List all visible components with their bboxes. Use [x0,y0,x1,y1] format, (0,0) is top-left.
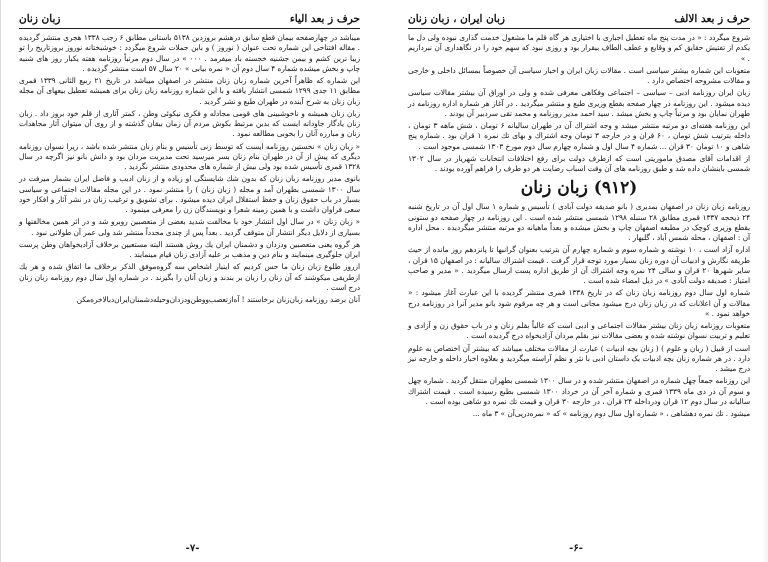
paragraph: روزنامه زبان زنان در اصفهان بمدیری ( بانو صدیقه دولت آبادی ) تأسیس و شماره ۱ سال اول آن در تاریخ شنبه ۲۴ ذیحجه ۱۳۳۷ قمری مطابق ۲۸ سنبله ۱۲۹۸ شمسی منتشر شده است . این روزنامه در چهار صفحه دو ستونی بقطع وزیری کوچک در مطبعه اصفهان چاپ و بخش میشده و بعداً ماهیانه دو مرتبه منتشر میگردیده . محل اداره آن : اصفهان ، محله شمس آباد ، گلبهار . [408,202,750,242]
entry-heading: (۹۱۲) زبان زنان [520,178,638,199]
header-letter: حرف ز بعد الالف [674,13,750,25]
paragraph: شماره اول سال دوم روزنامه زبان زنان که در تاریخ ۱۳۳۸ قمری منتشر گردیده با این عبارت آغاز میشود : « مقالات و آن اعلانات که در زبان زنان درج میشود مجانی است و هر چه مرقوم شود بانو مدیر آنرا در روزنامه درج خواهد نمود . » [408,288,750,318]
paragraph: است از قبیل ( زبان و علوم ) ( زنان بچه ادبیات ) عبارت از مقالات مختلف میباشد که بیشتر آن اختصاص به علوم دارد . در هر شماره زنان بچه ادبیات یک داستان ادبی با نثر و نظم آراسته میگردید و بعلاوه اخبار داخله و خارجه نیز درج میشد . [408,343,750,373]
header-title: زبان زنان [19,13,61,25]
paragraph: از اقدامات آقای مصدق ماموریتی است که ازطرف دولت برای رفع اختلافات انتخابات شهریار در سال ۱۳۰۲ شمسی باینشان داده شد و طبق روزنامه های آن وقت اسباب رضایت هر دو طرف را فراهم آورده بودند . [408,153,750,173]
paragraph: میباشد در چهارصفحه بیمان قطع سابق درهشم بروزدین ۵۱۳۸ باستانی مطابق ۶ رجب ۱۳۳۸ هجری منتشر گردیده . مقاله افتتاحی این شماره تحت عنوان ( نوروز ) و بابن جملات شروع میگردد : خوشبختانه نوروز بروزتاریخ را تو زیبا ترین کشم و بیمن جشنیه خجسته باد میفرمد . ۰۰۰ » در سال دوم مرتباً روزنامه هفته یکبار روز های شنبه چاپ و بخش میشده شماره ۴ سال دوم آن « نمره بیابی » ۲۰ سال ۵۷ است منتشر گردیده . [19,33,360,73]
paragraph: این روزنامه هفته‌ای دو مرتبه منتشر میشد و وجه اشتراك آن در طهران سالیانه ۶ تومان ، شش ماهه ۳ تومان ، داخله بترتیب شش تومان ، ۶۰ قران و در خارجه ۳ تومان وجه اشتراك و بهای تك نمره ۱ قران بود . شماره پنج شاهی و ۱۰ تومان ۳۰ قران ... شماره ۴ سال اول و شماره چهارم سال دوم مورخ ۱۳۰۳ شمسی موجود است . [408,121,751,151]
paragraph: آنان برضد روزنامه زبان‌زنان برخاستند ! آه‌ازتعصب‌ووطن‌ودزدان‌وحیله‌دشمنان‌ایران‌دبالاخره‌مکن [76,295,360,304]
paragraph: بانوی مدیر روزنامه زبان زنان که بدون شك شایستگی او زیاده و از زنان ادیب و فاضل ایران بشمار میرفت در سال ۱۳۰۰ شمسی بطهران آمد و مجله ( زبان زنان ) را منتشر نمود . در این مجله مقالات اجتماعی و سیاسی بسیار در باب حقوق زنان و حفظ استقلال ایران دیده میشود . برای تشویق و ترغیب زنان در نشر آثار و افکار خود سعی فراوان داشت و با همین زمینه شعرا و نویسندگان زن را معرفی مینمود . [19,174,360,214]
paragraph: هر گروه یعنی متعصبین ودزدان و دشمنان ایران یك روش هستند البته مستعبین برخلاف آزادیخواهان وطن پرست ایران جلوگیری مینمایند و بنام دین و مذهب بر علیه آزادی زنان قیام مینمایند . [19,239,360,259]
header-title: زبان ایران ، زبان زنان [408,13,505,25]
paragraph: متعوبات این شماره بیشتر سیاسی است . مقالات زبان ایران و اخبار سیاسی آن خصوصاً بمسائل داخلی و خارجی و مقالات مشروحه اختصاص دارد . [408,65,750,85]
running-head [408,12,750,29]
paragraph: اداره آزاد است ، ۱۰ نوشته و شماره سوم و شماره چهارم آن بترتیب بعنوان گرانبها تا پانزدهم روز مانده از حیث طریقه نگارش و ادبیات آن دوره زنان بسیار مورد توجه قرار گرفت . قیمت اشتراك سالیانه : در اصفهان ۱۵ قران ، سایر شهرها ۲۰ قران و سالی ۲۴ نمره وجه اشتراك آن از طریق اداره پست ارسال میگردید . « مدیر و صاحب امتیاز : صدیقه دولت آبادی » در ذیل امضاء شده است . [408,245,751,285]
body-text [408,202,750,419]
paragraph: زبان ایران روزنامه ادبی – سیاسی – اجتماعی وفکاهی معرفی شده و ولی در اوراق آن بیشتر مقالات سیاسی دیده میشود . این روزنامه در چهار صفحه بقطع وزیری طبع و منتشر میگردید . در آغاز هر شماره اداره روزنامه در طهران نمایان بود و مرتباً چاپ و بخش میشد . سید احمد مدیر روزنامه و محمد تقی سردبیر آن بودند . [408,88,750,118]
gutter-shadow [762,0,768,562]
paragraph: ازروز طلوع زبان زنان ما حس کردیم که اینبار اشخاص سه گروه‌موفق الذکر برخلاف ما اتفاق شده و هر یك ازطریقی میکوشند که آن زنان را زبان بر بندند و زبان آنان را بگیرند . در شماره اول سال دوم روزنامه زبان زنان درج است . [19,262,360,292]
left-page [384,0,768,562]
paragraph: میشود . تك نمره دهشاهی ، « شماره اول سال دوم روزنامه » که « نمره‌درپی‌آن » ۳ ماه ... [472,409,750,418]
paragraph: این روزنامه جمعاً چهل شماره در اصفهان منتشر شده و در سال ۱۳۰۰ شمسی بطهران منتقل گردید . شماره چهل و سوم آن در دی ماه ۱۳۳۹ قمری و شماره آخر آن در خرداد ۱۳۰۰ شمسی بطبع رسیده است . قیمت اشتراك سالیانه در سال دوم ۱۲ قران ودرداخله ۲۴ قران ، در خارجه ۳۰ قران و قیمت تك نمره دو شاهی بوده است . [408,376,750,406]
paragraph: زبان زنان همیشه و ناخوشبینی های قومی مجادله و فکری نیکوئی وطن ، کمتر آثاری از قلم خود بروز داد . زبان زنان یادگار جاودانه ایست که بدین مرتبط بکوش مردم آن زمان بیقان گذشته و از روی آن میتوان آثار مجاهدات زنان و مبارزه آنان را بخوبی مطالعه نمود . [19,108,360,139]
paragraph: « زبان زنان » نخستین روزنامه ایست که توسط زنی تأسیس و بنام زنان منتشر شده باشد ، زیرا نسوان روزنامه دیگری که پیش از آن در طهران بنام زنان بسر میرسید تحت مدیریت مردان بود و دانش بانو نیز اگرچه در سال ۱۳۲۸ قمری تأسیس شده بود ولی بیش از شماره های محدودی منتشر نگردید . [19,141,360,171]
page-number: -۶- [569,543,583,554]
paragraph: « زبان زنان » در سال اول انتشار خود با مخالفت شدید بعضی از متعصبین روبرو شد و در اثر همین مخالفتها و بسیاری از دلایل دیگر انتشار آن متوقف گردید . بعداً پس از چندی مجدداً منتشر شد ولی عمر آن طولانی نبود . [19,217,360,237]
running-head [19,12,360,29]
page-number: -۷- [185,543,200,554]
header-letter: حرف ز بعد الياء [289,13,360,25]
paragraph: شروع میگردد : « در مدت پنج ماه تعطیل اجباری با اختیاری هر گاه قلم ما مشغول خدمت گذاری نبوده ولی دل ما یکدم از تفتیش حقایق کم و وقایع و عطف الطاف بیقرار بود و روزی نبود که سهم خود را در نگاهداری آن نبردازیم . » [408,33,750,63]
paragraph: متعوبات روزنامه زبان زنان بیشتر مقالات اجتماعی و ادبی است که غالباً بقلم زنان و در باب حقوق زن و آزادی و تعلیم و تربیت نسوان نوشته شده و بعضی مقالات نیز بقلم مردان آزادیخواه درج گردیده است . [408,321,750,341]
body-text [408,33,750,174]
body-text [19,33,360,305]
paragraph: این شماره که ظاهراً آخرین شماره زبان زنان منتشر در اصفهان میباشد در تاریخ ۲۱ ربیع الثانی ۱۳۳۹ قمری مطابق ۱۱ جدی ۱۲۹۹ شمسی انتشار یافته و با این شماره روزنامه زبان زنان برای همیشه تعطیل بیعهای آن مجله زبان زنان به شرح آینده در طهران طبع و نشر گردید . [19,76,361,106]
